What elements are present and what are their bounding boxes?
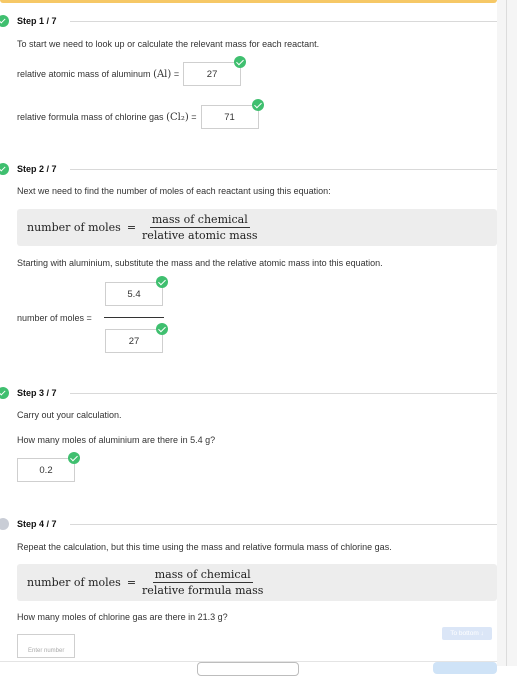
moles-aluminium-input[interactable]: 0.2 [17, 458, 75, 482]
step-3-question: How many moles of aluminium are there in 5.4 g? [17, 435, 216, 445]
chlorine-mass-input[interactable]: 71 [201, 105, 259, 129]
step-4-intro: Repeat the calculation, but this time using the mass and relative formula mass of chlorine gas. [17, 542, 392, 552]
divider [70, 169, 497, 170]
numerator-input[interactable]: 5.4 [105, 282, 163, 306]
denominator-input[interactable]: 27 [105, 329, 163, 353]
step-4-question: How many moles of chlorine gas are there in 21.3 g? [17, 612, 228, 622]
correct-check-icon [156, 276, 168, 288]
divider [70, 21, 497, 22]
step-2-intro: Next we need to find the number of moles of each reactant using this equation: [17, 186, 331, 196]
correct-check-icon [234, 56, 246, 68]
aluminium-mass-row: relative atomic mass of aluminum (Al) = 27 [17, 62, 241, 86]
fraction: $\frac{\text{mass of chemical}}{\text{relative formula mass}}$ [142, 568, 264, 597]
step-3-intro: Carry out your calculation. [17, 410, 122, 420]
step-complete-check-icon [0, 163, 9, 175]
fraction-line [104, 317, 164, 318]
step-1-intro: To start we need to look up or calculate the relevant mass for each reactant. [17, 39, 320, 49]
step-complete-check-icon [0, 387, 9, 399]
step-title: Step 1 / 7 [17, 16, 57, 26]
correct-check-icon [68, 452, 80, 464]
top-accent-bar [0, 0, 497, 3]
fraction: $\frac{\text{mass of chemical}}{\text{relative atomic mass}}$ [142, 213, 258, 242]
step-title: Step 3 / 7 [17, 388, 57, 398]
step-2 [0, 162, 497, 176]
step-complete-check-icon [0, 15, 9, 27]
primary-action-button[interactable] [433, 662, 497, 674]
secondary-action-button[interactable] [197, 662, 299, 676]
right-scroll-rail[interactable] [497, 0, 517, 666]
moles-equation: number of moles = $\frac{\text{mass of chemical}}{\text{relative atomic mass}}$ [17, 209, 497, 246]
step-1 [0, 14, 497, 28]
moles-label: number of moles = [17, 313, 92, 323]
moles-chlorine-input[interactable]: Enter number [17, 634, 75, 658]
divider [70, 524, 497, 525]
moles-equation: number of moles = $\frac{\text{mass of chemical}}{\text{relative formula mass}}$ [17, 564, 497, 601]
step-3 [0, 386, 497, 400]
correct-check-icon [252, 99, 264, 111]
aluminium-mass-input[interactable]: 27 [183, 62, 241, 86]
step-title: Step 2 / 7 [17, 164, 57, 174]
correct-check-icon [156, 323, 168, 335]
chlorine-mass-row: relative formula mass of chlorine gas (Cl₂) = 71 [17, 105, 259, 129]
step-title: Step 4 / 7 [17, 519, 57, 529]
divider [70, 393, 497, 394]
step-4 [0, 517, 497, 531]
step-pending-icon [0, 518, 9, 530]
step-2-instruction: Starting with aluminium, substitute the mass and the relative atomic mass into this equation. [17, 258, 383, 268]
to-bottom-button[interactable]: To bottom ↓ [442, 627, 492, 640]
